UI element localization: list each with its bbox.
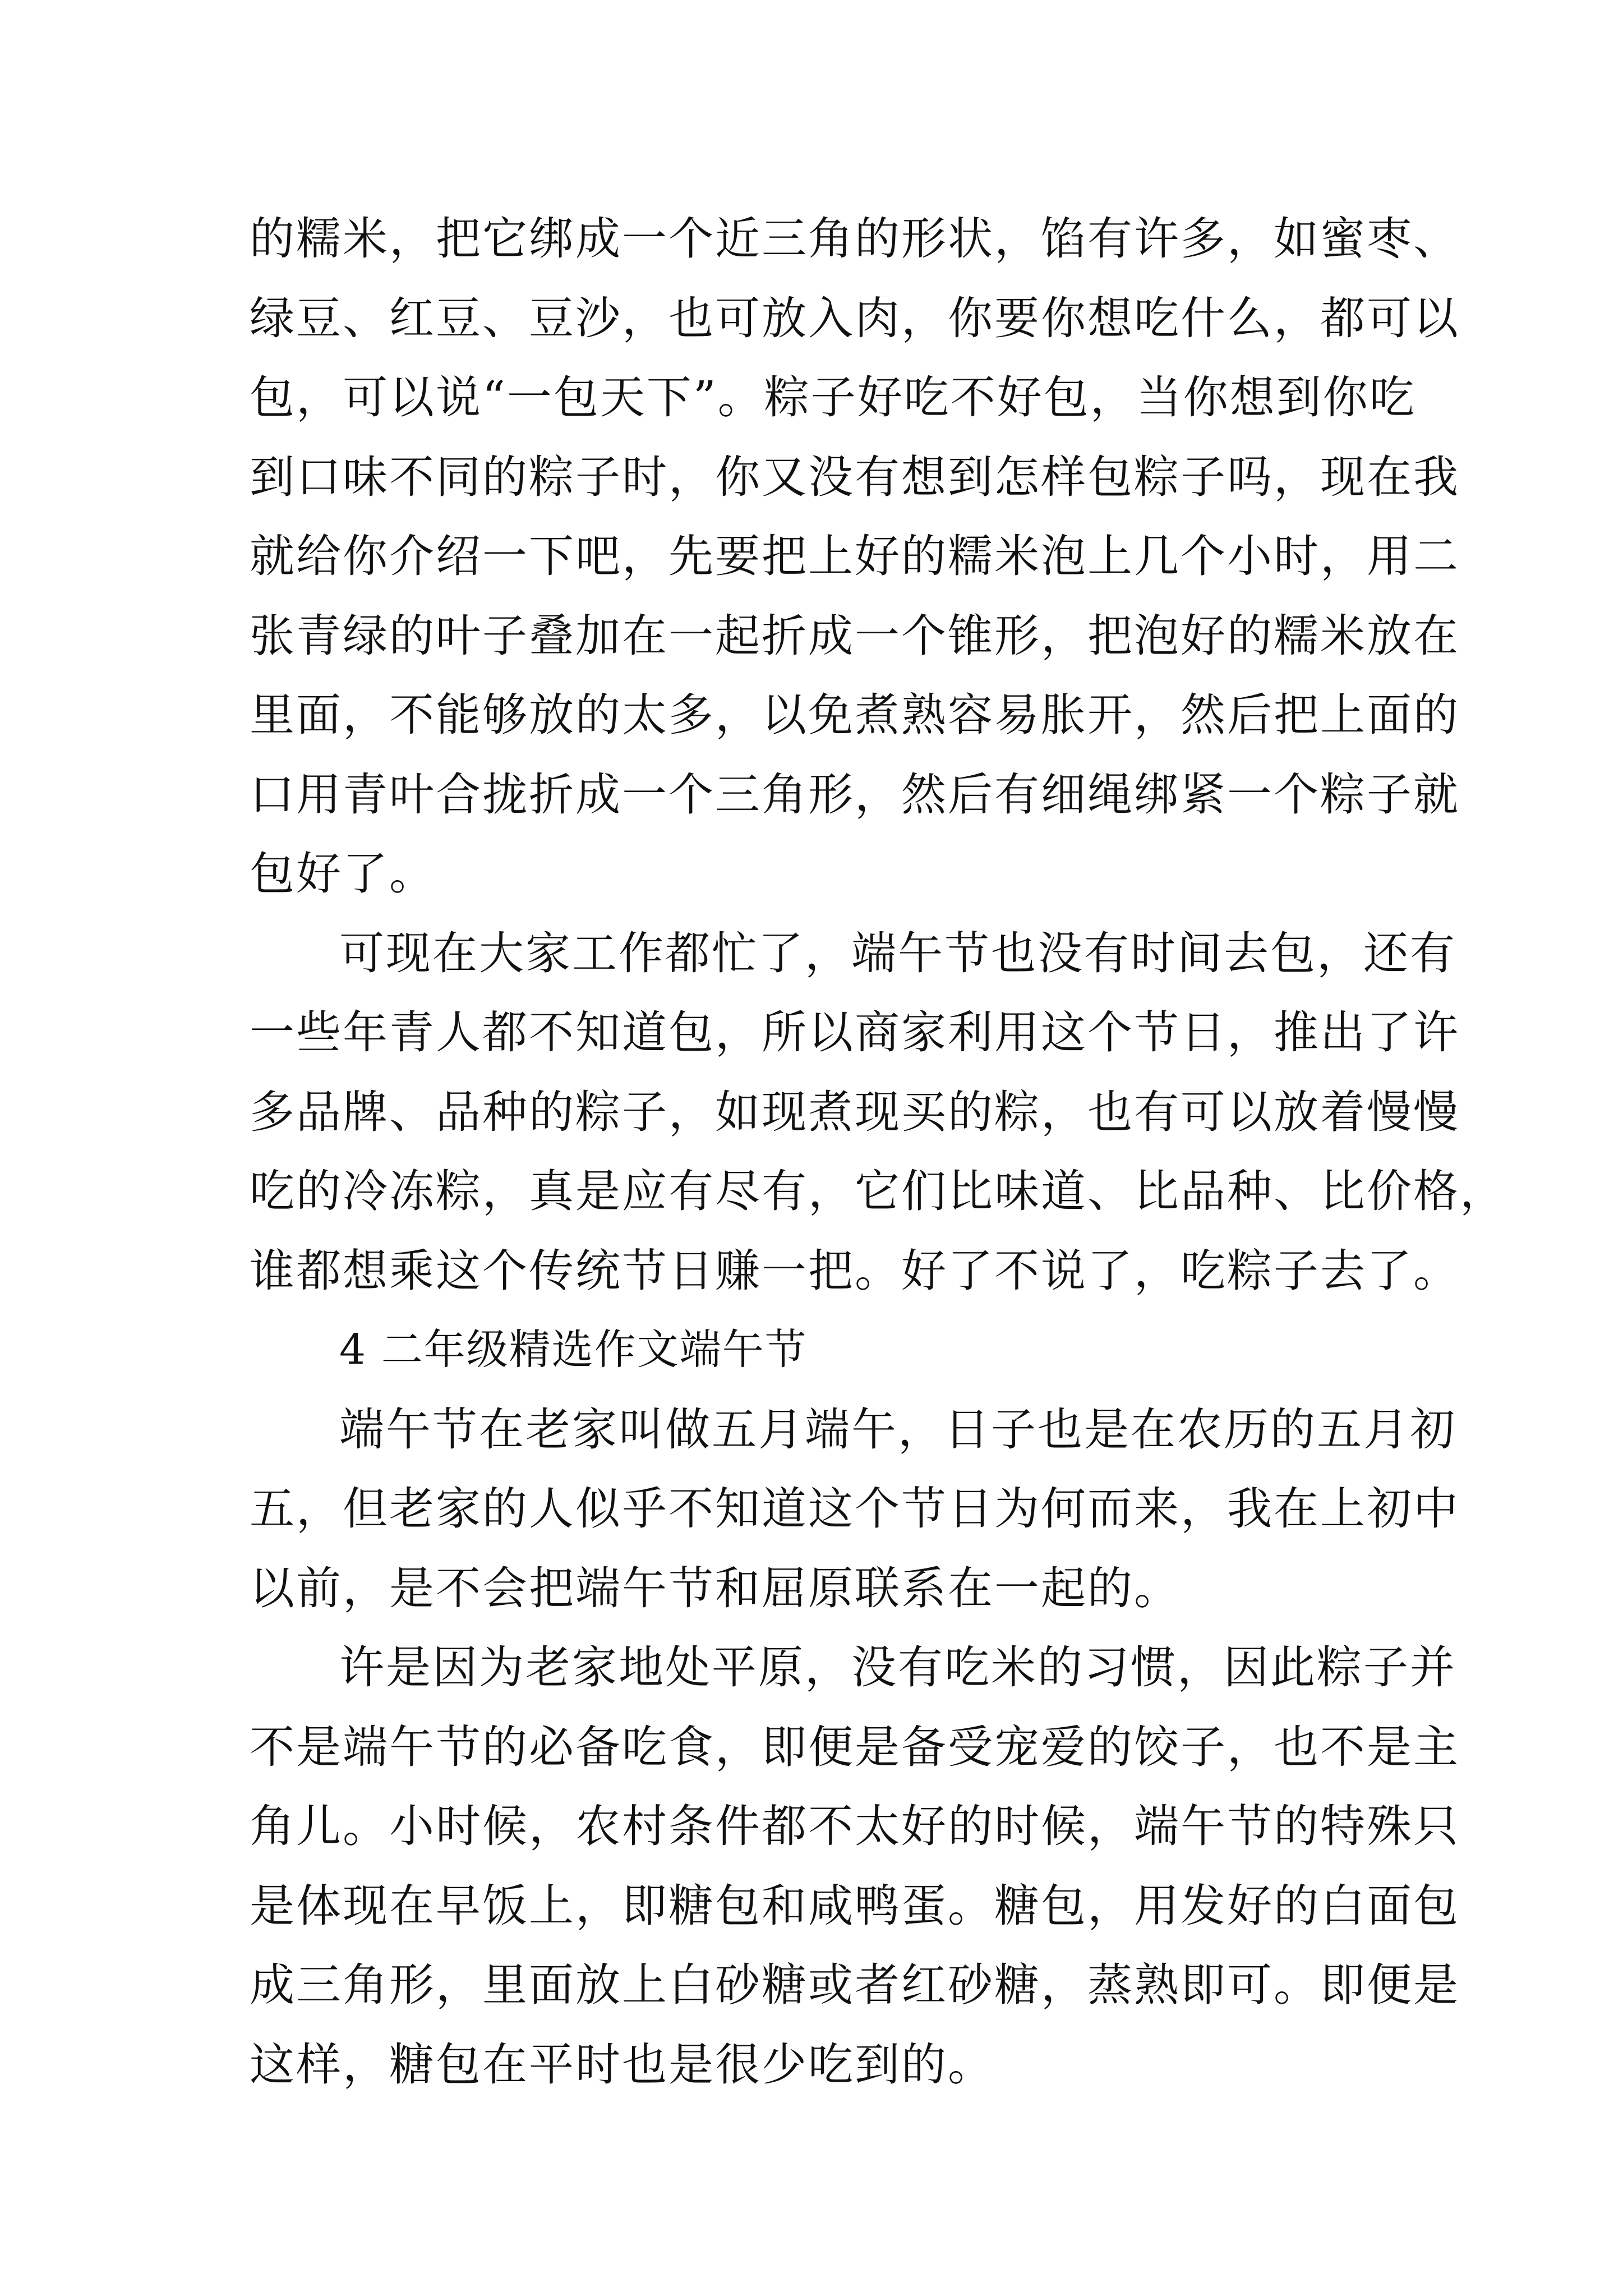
text-line: 以前，是不会把端午节和屈原联系在一起的。 — [250, 1562, 1181, 1614]
text-line: 包好了。 — [250, 848, 436, 900]
paragraph-first-line: 可现在大家工作都忙了，端午节也没有时间去包，还有 — [339, 927, 1456, 979]
text-line: 就给你介绍一下吧，先要把上好的糯米泡上几个小时，用二 — [250, 530, 1460, 582]
text-line: 吃的冷冻粽，真是应有尽有，它们比味道、比品种、比价格， — [250, 1165, 1506, 1217]
text-line: 一些年青人都不知道包，所以商家利用这个节日，推出了许 — [250, 1006, 1460, 1059]
section-heading: 4 二年级精选作文端午节 — [339, 1326, 808, 1374]
text-line: 张青绿的叶子叠加在一起折成一个锥形，把泡好的糯米放在 — [250, 609, 1460, 662]
text-line: 不是端午节的必备吃食，即便是备受宠爱的饺子，也不是主 — [250, 1720, 1460, 1773]
text-line: 到口味不同的粽子时，你又没有想到怎样包粽子吗，现在我 — [250, 450, 1460, 503]
text-line: 的糯米，把它绑成一个近三角的形状，馅有许多，如蜜枣、 — [250, 213, 1460, 265]
text-line: 谁都想乘这个传统节日赚一把。好了不说了，吃粽子去了。 — [250, 1244, 1460, 1297]
text-line: 成三角形，里面放上白砂糖或者红砂糖，蒸熟即可。即便是 — [250, 1959, 1460, 2011]
text-line: 包，可以说“一包天下”。粽子好吃不好包，当你想到你吃 — [250, 371, 1416, 424]
text-line: 里面，不能够放的太多，以免煮熟容易胀开，然后把上面的 — [250, 689, 1460, 741]
text-line: 五，但老家的人似乎不知道这个节日为何而来，我在上初中 — [250, 1483, 1460, 1535]
text-line: 是体现在早饭上，即糖包和咸鸭蛋。糖包，用发好的白面包 — [250, 1879, 1460, 1932]
text-line: 多品牌、品种的粽子，如现煮现买的粽，也有可以放着慢慢 — [250, 1085, 1460, 1138]
paragraph-first-line: 端午节在老家叫做五月端午，日子也是在农历的五月初 — [339, 1403, 1456, 1456]
text-line: 口用青叶合拢折成一个三角形，然后有细绳绑紧一个粽子就 — [250, 768, 1460, 821]
essay-body — [250, 199, 1506, 2104]
text-line: 角儿。小时候，农村条件都不太好的时候，端午节的特殊只 — [250, 1800, 1460, 1852]
paragraph-first-line: 许是因为老家地处平原，没有吃米的习惯，因此粽子并 — [339, 1641, 1456, 1694]
text-line: 绿豆、红豆、豆沙，也可放入肉，你要你想吃什么，都可以 — [250, 292, 1460, 344]
text-line: 这样，糖包在平时也是很少吃到的。 — [250, 2038, 994, 2091]
